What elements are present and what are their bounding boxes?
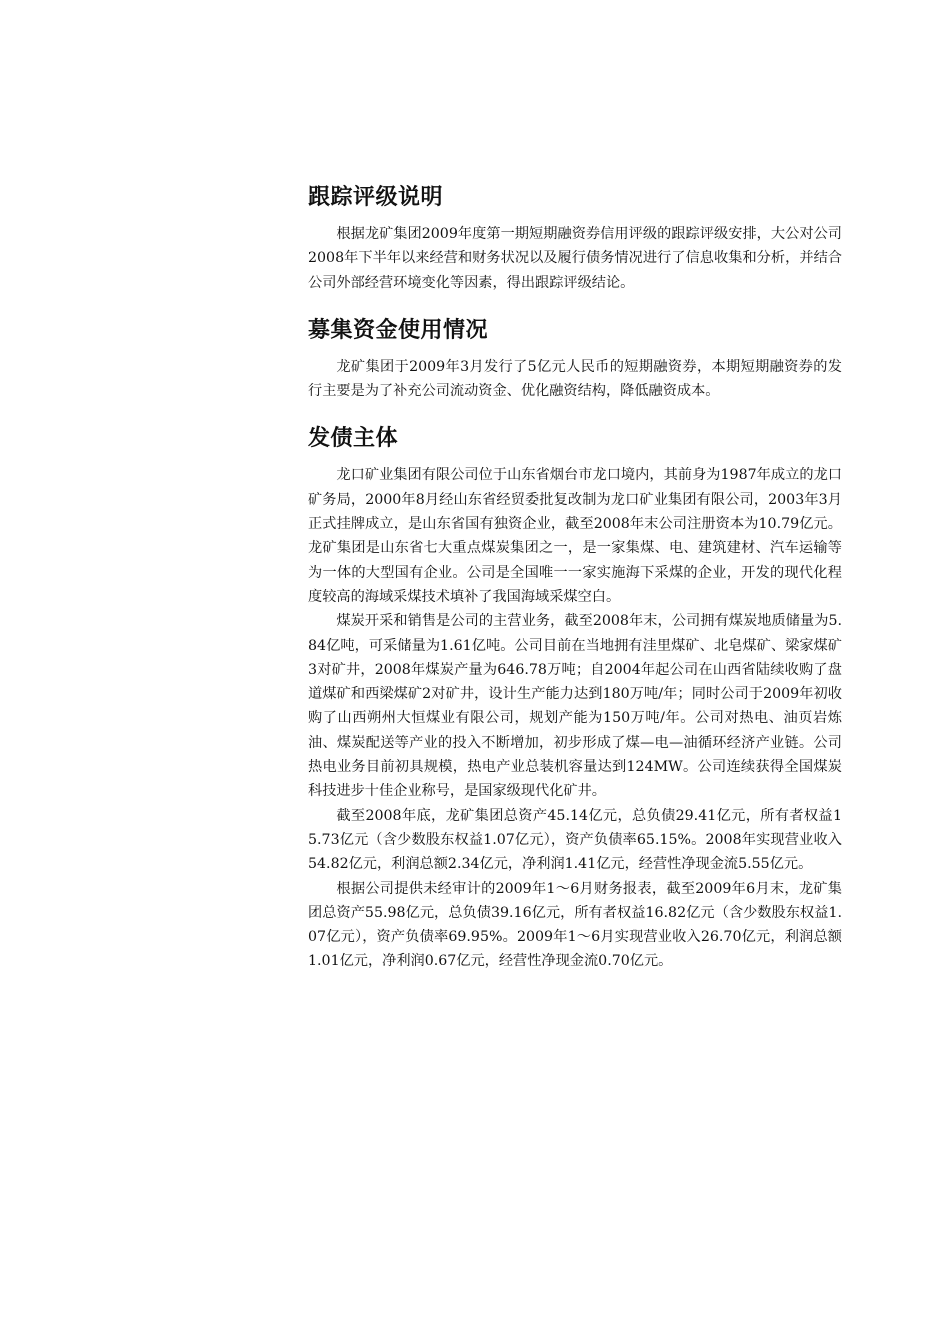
paragraph: 龙矿集团于2009年3月发行了5亿元人民币的短期融资券，本期短期融资券的发行主要是为了补充公司流动资金、优化融资结构，降低融资成本。	[308, 358, 842, 400]
section-title: 发债主体	[308, 426, 399, 452]
section-title: 募集资金使用情况	[308, 317, 489, 343]
paragraph: 截至2008年底，龙矿集团总资产45.14亿元，总负债29.41亿元，所有者权益15.73亿元（含少数股东权益1.07亿元），资产负债率65.15%。2008年实现营业收入54.82亿元，利润总额2.34亿元，净利润1.41亿元，经营性净现金流5.55亿元。	[308, 807, 842, 873]
paragraph: 煤炭开采和销售是公司的主营业务，截至2008年末，公司拥有煤炭地质储量为5.84亿吨，可采储量为1.61亿吨。公司目前在当地拥有洼里煤矿、北皂煤矿、梁家煤矿3对矿井，2008年煤炭产量为646.78万吨；自2004年起公司在山西省陆续收购了盘道煤矿和西梁煤矿2对矿井，设计生产能力达到180万吨/年；同时公司于2009年初收购了山西朔州大恒煤业有限公司，规划产能为150万吨/年。公司对热电、油页岩炼油、煤炭配送等产业的投入不断增加，初步形成了煤—电—油循环经济产业链。公司热电业务目前初具规模，热电产业总装机容量达到124MW。公司连续获得全国煤炭科技进步十佳企业称号，是国家级现代化矿井。	[308, 613, 842, 800]
section-issuer	[308, 419, 842, 973]
section-fund-usage	[308, 311, 842, 404]
paragraph: 根据公司提供未经审计的2009年1～6月财务报表，截至2009年6月末，龙矿集团总资产55.98亿元，总负债39.16亿元，所有者权益16.82亿元（含少数股东权益1.07亿元），资产负债率69.95%。2009年1～6月实现营业收入26.70亿元，利润总额1.01亿元，净利润0.67亿元，经营性净现金流0.70亿元。	[308, 880, 842, 970]
section-title: 跟踪评级说明	[308, 185, 444, 210]
section-tracking-rating	[308, 178, 842, 295]
document-body	[308, 178, 842, 974]
paragraph: 根据龙矿集团2009年度第一期短期融资券信用评级的跟踪评级安排，大公对公司2008年下半年以来经营和财务状况以及履行债务情况进行了信息收集和分析，并结合公司外部经营环境变化等因素，得出跟踪评级结论。	[308, 226, 842, 291]
paragraph: 龙口矿业集团有限公司位于山东省烟台市龙口境内，其前身为1987年成立的龙口矿务局，2000年8月经山东省经贸委批复改制为龙口矿业集团有限公司，2003年3月正式挂牌成立，是山东省国有独资企业，截至2008年末公司注册资本为10.79亿元。龙矿集团是山东省七大重点煤炭集团之一，是一家集煤、电、建筑建材、汽车运输等为一体的大型国有企业。公司是全国唯一一家实施海下采煤的企业，开发的现代化程度较高的海域采煤技术填补了我国海域采煤空白。	[308, 467, 842, 605]
